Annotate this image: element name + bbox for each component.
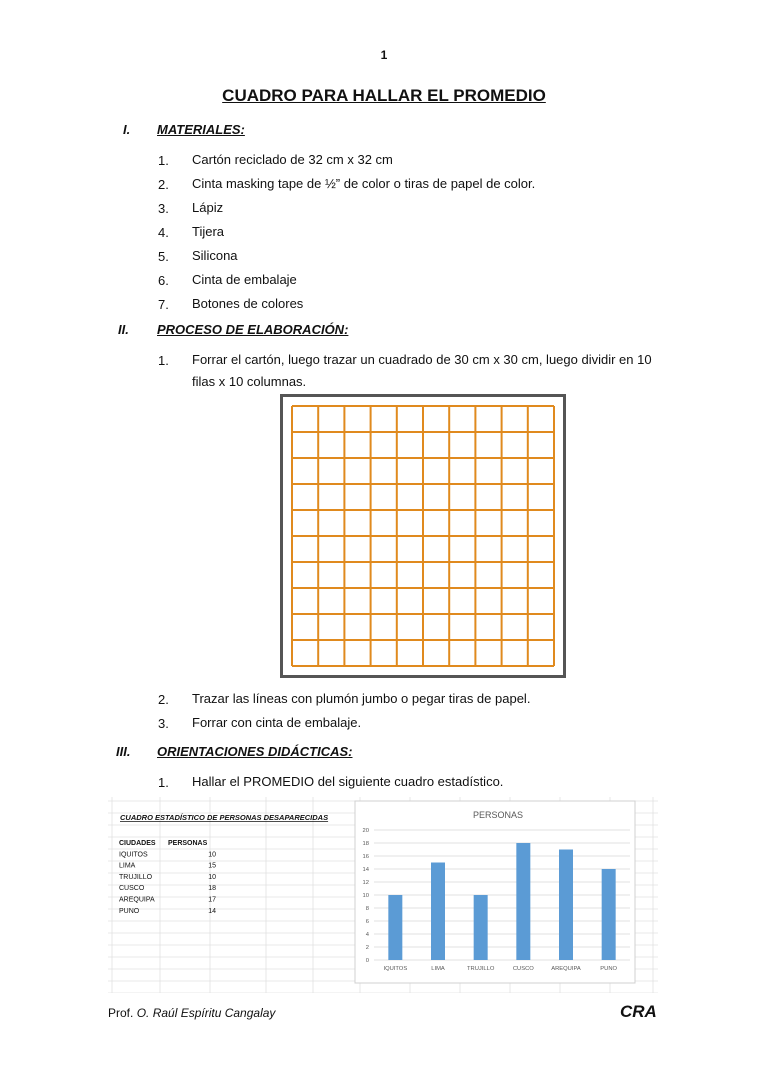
y-tick-label: 0: [365, 958, 369, 965]
list-item-number: 6.: [158, 273, 169, 288]
y-tick-label: 12: [362, 880, 369, 887]
bar-arequipa: [559, 850, 573, 961]
list-item-number: 3.: [158, 716, 169, 731]
x-tick-label: LIMA: [431, 966, 445, 972]
footer-prefix: Prof.: [108, 1006, 134, 1020]
x-tick-label: AREQUIPA: [551, 966, 581, 972]
bar-puno: [602, 869, 616, 960]
list-item-number: 3.: [158, 201, 169, 216]
y-tick-label: 6: [365, 919, 369, 926]
section-1-numeral: I.: [123, 122, 131, 137]
list-item-number: 1.: [158, 775, 169, 790]
list-item-text: Hallar el PROMEDIO del siguiente cuadro estadístico.: [192, 774, 504, 789]
statistics-screenshot: [108, 797, 658, 993]
section-2-heading: PROCESO DE ELABORACIÓN:: [157, 322, 349, 337]
section-3-heading: ORIENTACIONES DIDÁCTICAS:: [157, 744, 353, 759]
table-cell-city: AREQUIPA: [119, 896, 155, 904]
data-table: [119, 840, 216, 915]
grid-lines: [290, 404, 556, 668]
table-cell-count: 17: [208, 896, 216, 904]
table-cell-count: 15: [208, 862, 216, 870]
table-header-personas: PERSONAS: [168, 840, 208, 847]
table-cell-city: CUSCO: [119, 885, 145, 893]
list-item-text: Forrar el cartón, luego trazar un cuadrado de 30 cm x 30 cm, luego dividir en 10 filas x 10 columnas.: [192, 352, 652, 389]
document-title-text: CUADRO PARA HALLAR EL PROMEDIO: [222, 86, 546, 105]
list-item-text: Cinta masking tape de ½” de color o tiras de papel de color.: [192, 176, 536, 191]
list-item-number: 4.: [158, 225, 169, 240]
y-tick-label: 16: [362, 854, 369, 861]
table-cell-count: 18: [208, 885, 216, 893]
list-item-text: Trazar las líneas con plumón jumbo o pegar tiras de papel.: [192, 691, 531, 706]
list-item-number: 1.: [158, 353, 169, 368]
x-tick-label: CUSCO: [512, 966, 534, 972]
y-tick-label: 4: [365, 932, 369, 939]
table-title: CUADRO ESTADÍSTICO DE PERSONAS DESAPARECIDAS: [120, 813, 329, 822]
table-header-ciudades: CIUDADES: [119, 840, 156, 847]
list-item-text: Cartón reciclado de 32 cm x 32 cm: [192, 152, 393, 167]
chart-title: PERSONAS: [472, 810, 524, 820]
table-cell-city: TRUJILLO: [119, 873, 153, 881]
page-number: 1: [380, 48, 388, 62]
table-cell-city: PUNO: [119, 907, 140, 915]
bar-trujillo: [474, 895, 488, 960]
grid-10x10: [290, 404, 556, 668]
list-item-number: 2.: [158, 692, 169, 707]
table-cell-count: 10: [208, 873, 216, 881]
footer-author-name: O. Raúl Espíritu Cangalay: [136, 1006, 276, 1020]
list-item-text: Silicona: [192, 248, 238, 263]
section-3-numeral: III.: [116, 744, 131, 759]
section-1-heading: MATERIALES:: [157, 122, 245, 137]
x-tick-label: TRUJILLO: [466, 966, 495, 972]
list-item-number: 1.: [158, 153, 169, 168]
y-tick-label: 10: [362, 893, 369, 900]
table-cell-count: 14: [208, 907, 216, 915]
y-tick-label: 14: [362, 867, 369, 874]
list-item-text: Forrar con cinta de embalaje.: [192, 715, 362, 730]
list-item-text: Botones de colores: [192, 296, 304, 311]
x-tick-label: IQUITOS: [383, 966, 408, 972]
list-item-number: 7.: [158, 297, 169, 312]
footer-brand: CRA: [620, 1002, 657, 1021]
table-cell-city: LIMA: [119, 862, 136, 870]
bar-iquitos: [388, 895, 402, 960]
y-tick-label: 18: [362, 841, 369, 848]
section-2-numeral: II.: [118, 322, 129, 337]
spreadsheet-and-chart: [108, 797, 658, 993]
grid-illustration: [280, 394, 566, 678]
list-item-number: 5.: [158, 249, 169, 264]
y-tick-label: 8: [365, 906, 369, 913]
bar-cusco: [516, 843, 530, 960]
list-item-text: Lápiz: [192, 200, 224, 215]
table-cell-count: 10: [208, 851, 216, 859]
y-tick-label: 20: [362, 828, 369, 835]
document-title: [0, 86, 768, 106]
table-cell-city: IQUITOS: [119, 851, 148, 859]
x-tick-label: PUNO: [600, 966, 618, 972]
bar-lima: [431, 863, 445, 961]
list-item-number: 2.: [158, 177, 169, 192]
y-tick-label: 2: [365, 945, 369, 952]
list-item-text: Tijera: [192, 224, 225, 239]
footer-author: [108, 1006, 275, 1020]
list-item-text: Cinta de embalaje: [192, 272, 297, 287]
